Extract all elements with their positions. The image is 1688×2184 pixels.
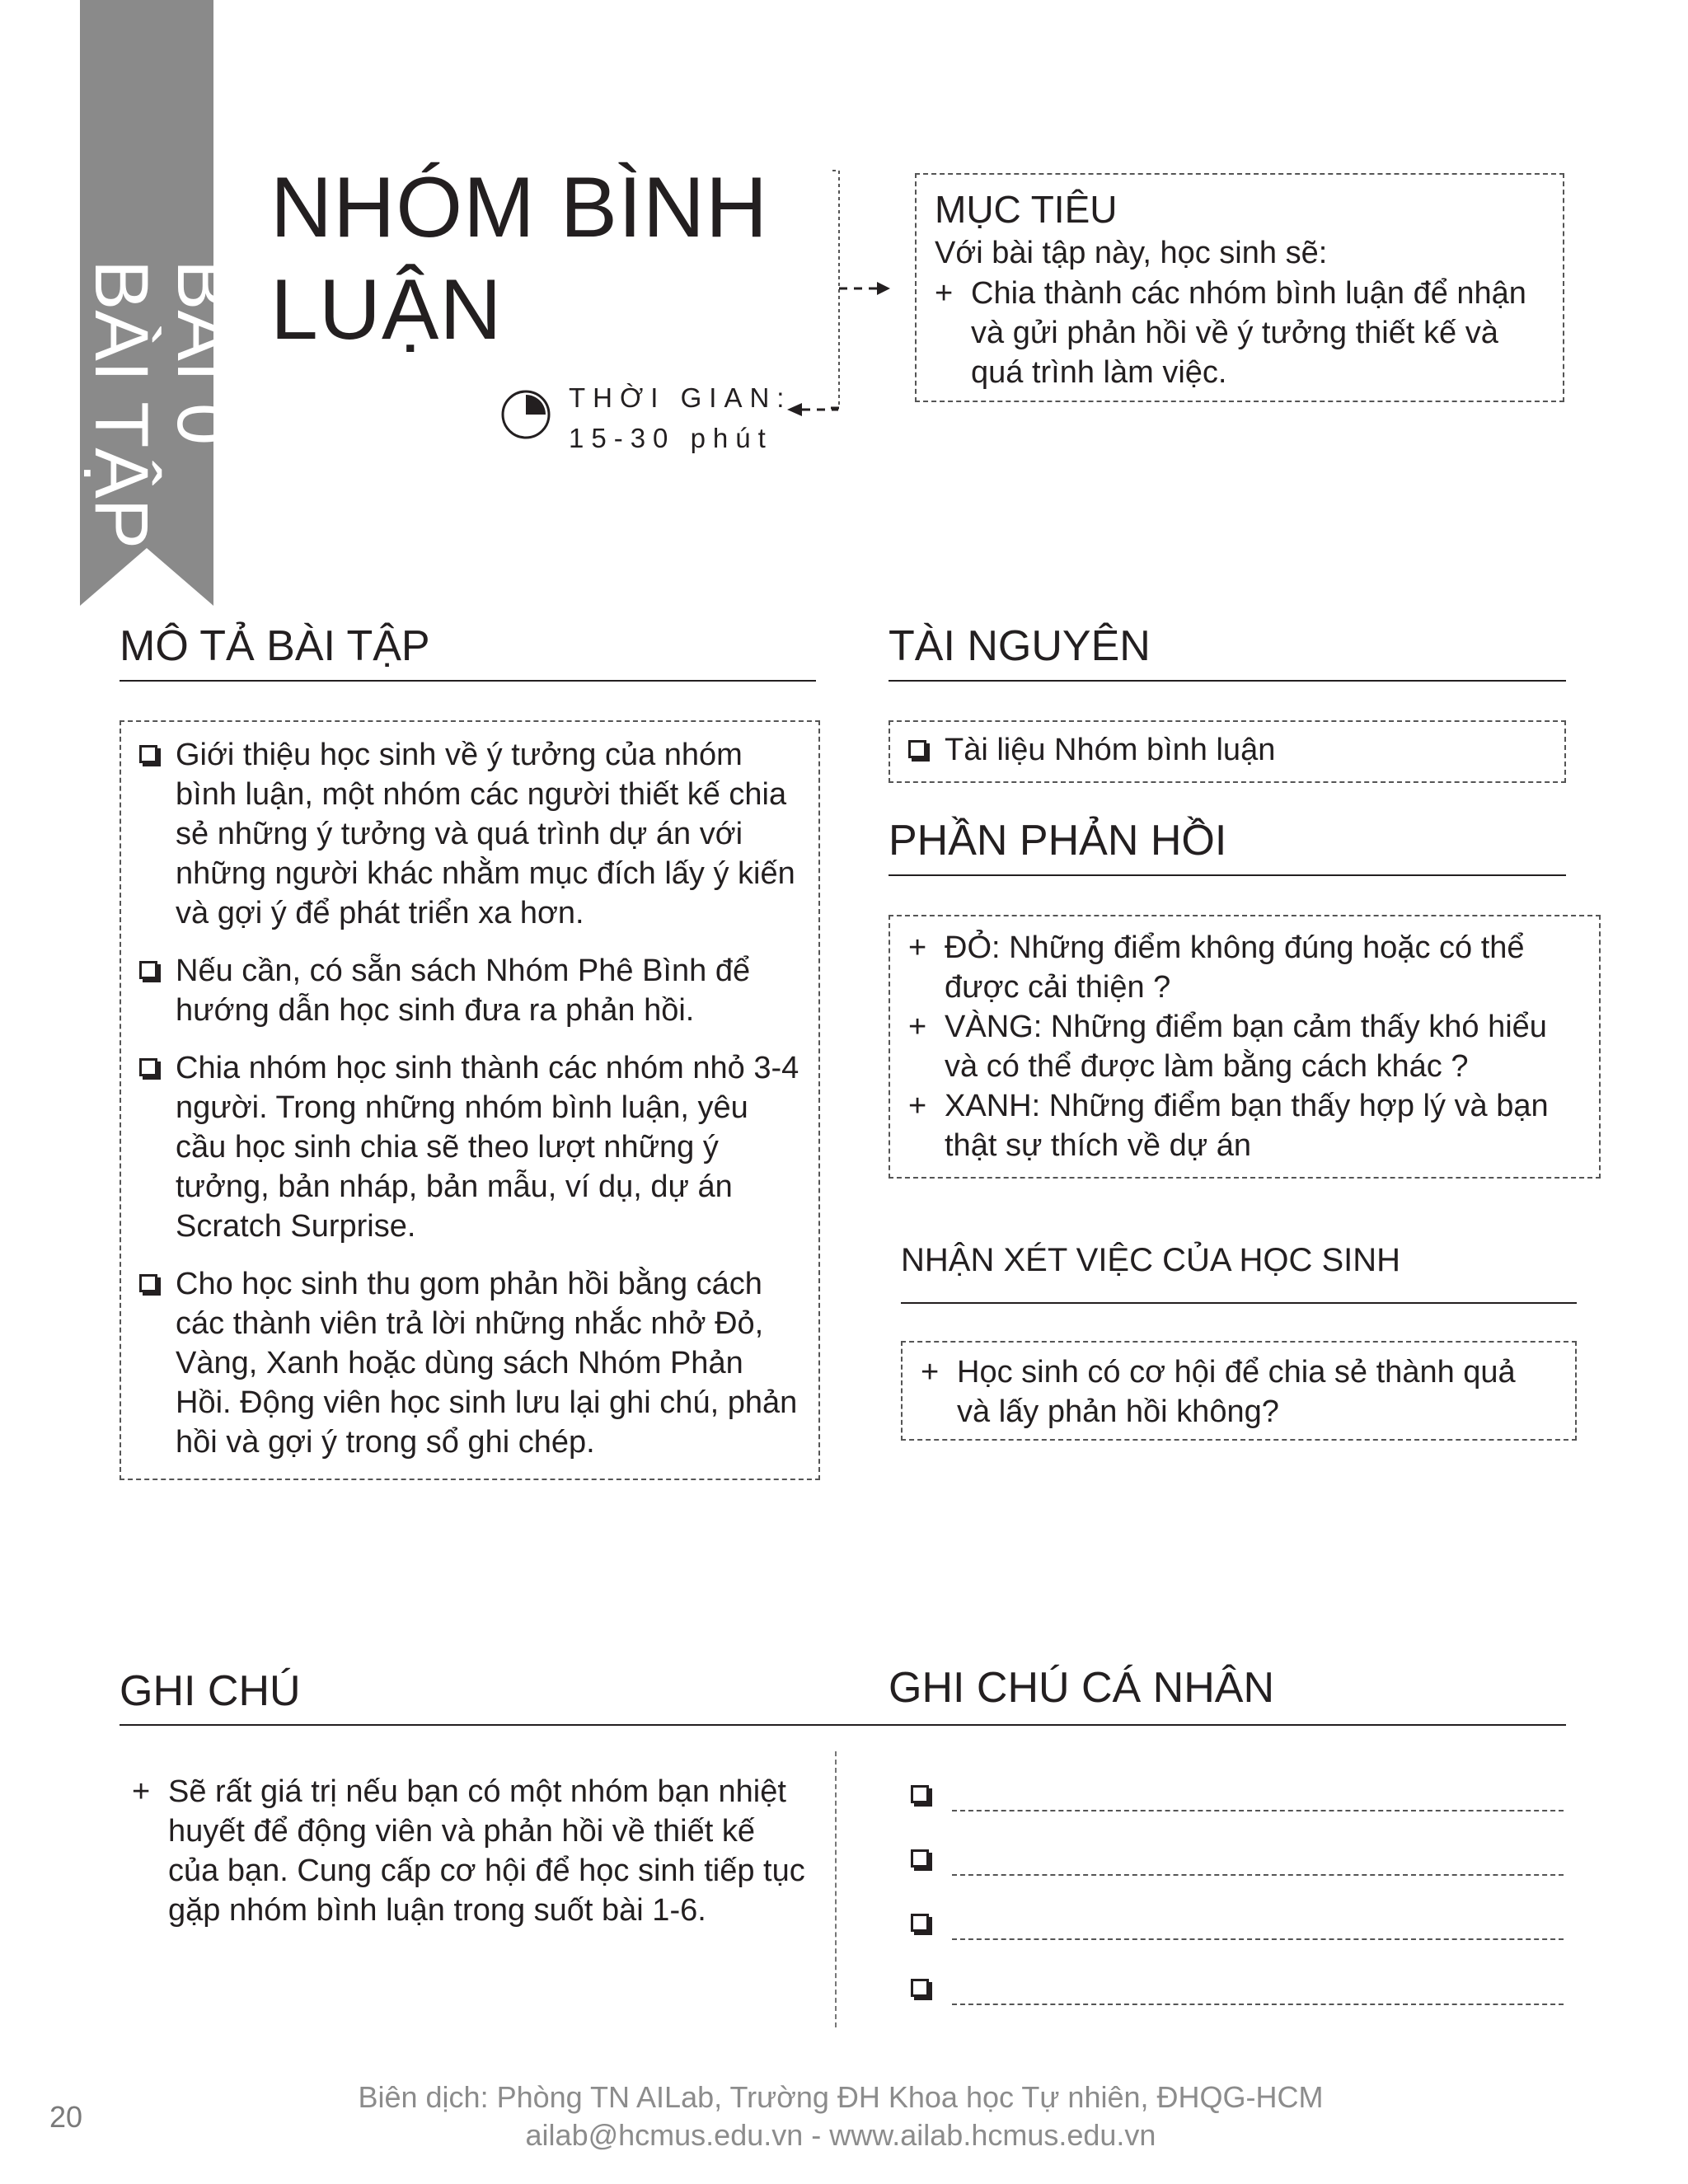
divider xyxy=(120,680,816,682)
list-item: Nếu cần, có sẵn sách Nhóm Phê Bình để hướng dẫn học sinh đưa ra phản hồi. xyxy=(139,951,800,1030)
checkbox-icon[interactable] xyxy=(911,1849,929,1868)
feedback-box xyxy=(889,915,1601,1179)
evaluation-box xyxy=(901,1341,1577,1441)
feedback-list xyxy=(908,928,1581,1165)
feedback-heading: PHẦN PHẢN HỒI xyxy=(889,817,1227,865)
banner-label xyxy=(79,0,246,550)
evaluation-list xyxy=(921,1352,1557,1432)
page-title xyxy=(270,157,768,361)
list-item: Chia nhóm học sinh thành các nhóm nhỏ 3-4 người. Trong những nhóm bình luận, yêu cầu học sinh chia sẽ theo lượt những ý tưởng, bản nháp, bản mẫu, ví dụ, dự án Scratch Surprise. xyxy=(139,1048,800,1246)
note-line[interactable] xyxy=(952,1810,1564,1811)
list-item: + Sẽ rất giá trị nếu bạn có một nhóm bạn nhiệt huyết để động viên và phản hồi về thiết kế của bạn. Cung cấp cơ hội để học sinh tiếp tục gặp nhóm bình luận trong suốt bài 1-6. xyxy=(132,1774,805,1928)
goal-intro: Với bài tập này, học sinh sẽ: xyxy=(935,236,1328,270)
divider xyxy=(889,874,1566,876)
list-item: Cho học sinh thu gom phản hồi bằng cách các thành viên trả lời những nhắc nhở Đỏ, Vàng, Xanh hoặc dùng sách Nhóm Phản Hồi. Động viên học sinh lưu lại ghi chú, phản hồi và gợi ý trong sổ ghi chép. xyxy=(139,1264,800,1462)
notes-list xyxy=(132,1772,808,1930)
footer-credit: Biên dịch: Phòng TN AILab, Trường ĐH Khoa học Tự nhiên, ĐHQG-HCM xyxy=(358,2080,1324,2114)
connector-arrows xyxy=(824,169,898,424)
goal-title: MỤC TIÊU xyxy=(935,188,1118,231)
resources-heading: TÀI NGUYÊN xyxy=(889,622,1151,670)
resources-list xyxy=(908,730,1546,770)
clock-icon xyxy=(500,389,551,440)
description-heading: MÔ TẢ BÀI TẬP xyxy=(120,622,430,670)
list-item: + VÀNG: Những điểm bạn cảm thấy khó hiểu và có thể được làm bằng cách khác ? xyxy=(908,1010,1547,1084)
note-line[interactable] xyxy=(952,1874,1564,1876)
personal-note-row[interactable] xyxy=(911,1843,1564,1876)
description-list xyxy=(139,735,800,1462)
time-value: 15-30 phút xyxy=(569,423,773,453)
checkbox-icon xyxy=(139,1274,157,1292)
banner-line-exercise: BÀI TẬP xyxy=(79,260,163,550)
list-item: + Chia thành các nhóm bình luận để nhận và gửi phản hồi về ý tưởng thiết kế và quá trình làm việc. xyxy=(935,276,1526,390)
checkbox-icon xyxy=(139,1058,157,1076)
divider xyxy=(120,1724,1566,1726)
checkbox-icon[interactable] xyxy=(911,1914,929,1932)
column-divider xyxy=(835,1751,837,2027)
time-info xyxy=(569,377,791,458)
list-item: Tài liệu Nhóm bình luận xyxy=(908,730,1546,770)
note-line[interactable] xyxy=(952,2004,1564,2005)
banner-line-lesson: BÀI 0 xyxy=(162,260,246,446)
divider xyxy=(889,680,1566,682)
resources-box xyxy=(889,720,1566,783)
list-item: + ĐỎ: Những điểm không đúng hoặc có thể được cải thiện ? xyxy=(908,930,1525,1005)
list-item: + Học sinh có cơ hội để chia sẻ thành quả và lấy phản hồi không? xyxy=(921,1355,1516,1429)
checkbox-icon xyxy=(139,961,157,979)
description-box xyxy=(120,720,820,1480)
checkbox-icon xyxy=(139,745,157,763)
evaluation-heading: NHẬN XÉT VIỆC CỦA HỌC SINH xyxy=(901,1242,1401,1278)
notes-content xyxy=(132,1772,808,1930)
personal-notes-heading: GHI CHÚ CÁ NHÂN xyxy=(889,1664,1275,1712)
page-title-line1: NHÓM BÌNH xyxy=(270,160,769,255)
divider xyxy=(901,1302,1577,1304)
goal-list xyxy=(935,274,1545,392)
time-label: THỜI GIAN: xyxy=(569,382,792,413)
checkbox-icon[interactable] xyxy=(911,1785,929,1803)
checkbox-icon xyxy=(908,740,926,758)
checkbox-icon[interactable] xyxy=(911,1979,929,1997)
page-title-line2: LUẬN xyxy=(270,262,503,358)
personal-note-row[interactable] xyxy=(911,1779,1564,1811)
personal-note-row[interactable] xyxy=(911,1907,1564,1940)
list-item: + XANH: Những điểm bạn thấy hợp lý và bạn thật sự thích về dự án xyxy=(908,1089,1549,1163)
arrow-left-icon xyxy=(787,400,845,419)
goal-box xyxy=(915,173,1564,402)
footer-contact: ailab@hcmus.edu.vn - www.ailab.hcmus.edu.vn xyxy=(525,2118,1156,2152)
list-item: Giới thiệu học sinh về ý tưởng của nhóm bình luận, một nhóm các người thiết kế chia sẻ những ý tưởng và quá trình dự án với những người khác nhằm mục đích lấy ý kiến và gợi ý để phát triển xa hơn. xyxy=(139,735,800,933)
lesson-banner xyxy=(79,0,246,606)
note-line[interactable] xyxy=(952,1938,1564,1940)
personal-note-row[interactable] xyxy=(911,1972,1564,2005)
notes-heading: GHI CHÚ xyxy=(120,1667,301,1715)
page-number: 20 xyxy=(49,2100,83,2134)
